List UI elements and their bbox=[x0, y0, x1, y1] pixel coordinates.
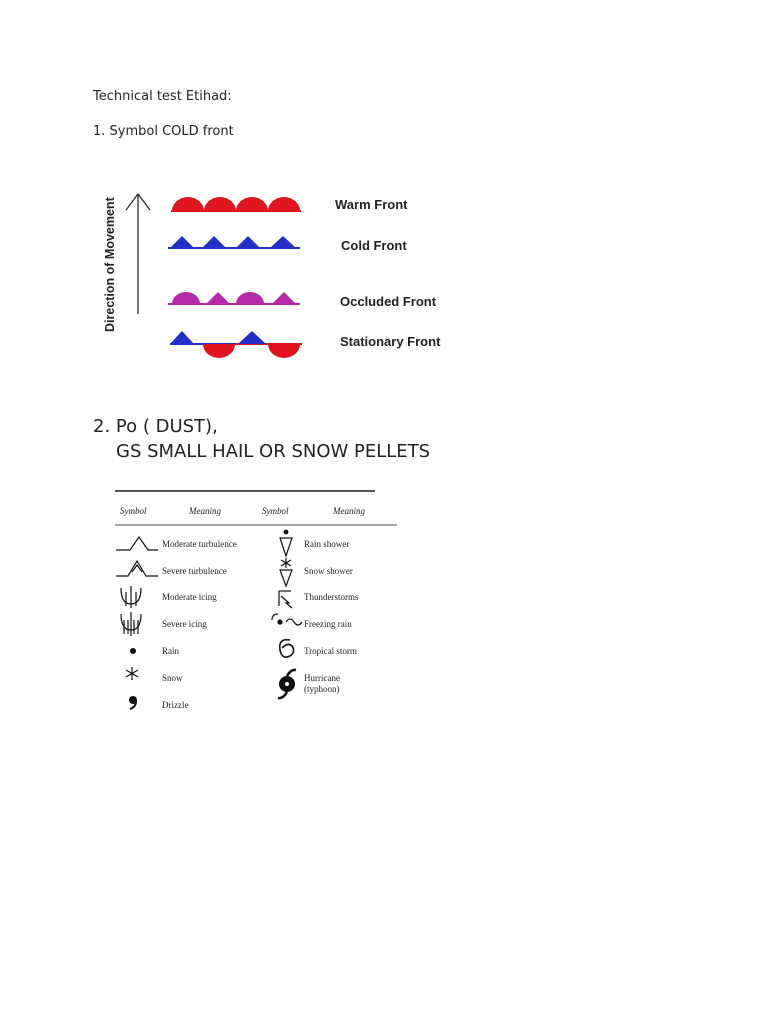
cold-front-symbol bbox=[168, 236, 300, 248]
meaning-rain: Rain bbox=[162, 646, 179, 656]
stationary-front-label: Stationary Front bbox=[340, 334, 441, 349]
header-symbol-1: Symbol bbox=[120, 506, 147, 516]
meaning-snow-shower: Snow shower bbox=[304, 566, 353, 576]
meaning-hurricane: Hurricane bbox=[304, 673, 340, 683]
stationary-front-symbol bbox=[170, 331, 302, 358]
moderate-turbulence-icon bbox=[116, 537, 158, 550]
severe-icing-icon bbox=[121, 612, 141, 636]
drizzle-icon bbox=[129, 696, 137, 709]
tropical-storm-icon bbox=[280, 640, 294, 657]
warm-front-symbol bbox=[171, 197, 301, 211]
document-title: Technical test Etihad: bbox=[93, 89, 232, 104]
question-2-subtext: GS SMALL HAIL OR SNOW PELLETS bbox=[116, 441, 431, 462]
meaning-snow: Snow bbox=[162, 673, 183, 683]
rain-shower-icon bbox=[280, 530, 292, 556]
meaning-rain-shower: Rain shower bbox=[304, 539, 350, 549]
meaning-moderate-turbulence: Moderate turbulence bbox=[162, 539, 237, 549]
hurricane-icon bbox=[278, 670, 296, 698]
snow-icon bbox=[126, 667, 138, 680]
thunderstorms-icon bbox=[279, 591, 292, 608]
meaning-drizzle: Drizzle bbox=[162, 700, 189, 710]
meaning-moderate-icing: Moderate icing bbox=[162, 592, 217, 602]
meaning-severe-icing: Severe icing bbox=[162, 619, 207, 629]
occluded-front-symbol bbox=[168, 292, 300, 304]
meaning-thunderstorms: Thunderstorms bbox=[304, 592, 359, 602]
meaning-freezing-rain: Freezing rain bbox=[304, 619, 352, 629]
severe-turbulence-icon bbox=[116, 561, 158, 576]
weather-symbol-table bbox=[110, 484, 402, 729]
header-meaning-2: Meaning bbox=[333, 506, 365, 516]
direction-axis-label: Direction of Movement bbox=[103, 197, 117, 332]
rain-icon bbox=[130, 648, 136, 654]
cold-front-label: Cold Front bbox=[341, 238, 407, 253]
question-2-text: 2. Po ( DUST), bbox=[93, 416, 218, 437]
direction-arrow-icon bbox=[126, 194, 150, 314]
snow-shower-icon bbox=[280, 558, 292, 586]
question-1-text: 1. Symbol COLD front bbox=[93, 124, 234, 139]
header-symbol-2: Symbol bbox=[262, 506, 289, 516]
meaning-severe-turbulence: Severe turbulence bbox=[162, 566, 227, 576]
weather-fronts-figure bbox=[96, 168, 476, 368]
occluded-front-label: Occluded Front bbox=[340, 294, 437, 309]
moderate-icing-icon bbox=[121, 586, 141, 608]
header-meaning-1: Meaning bbox=[189, 506, 221, 516]
warm-front-label: Warm Front bbox=[335, 197, 408, 212]
freezing-rain-icon bbox=[272, 614, 302, 625]
meaning-tropical-storm: Tropical storm bbox=[304, 646, 357, 656]
meaning-hurricane-sub: (typhoon) bbox=[304, 684, 340, 694]
